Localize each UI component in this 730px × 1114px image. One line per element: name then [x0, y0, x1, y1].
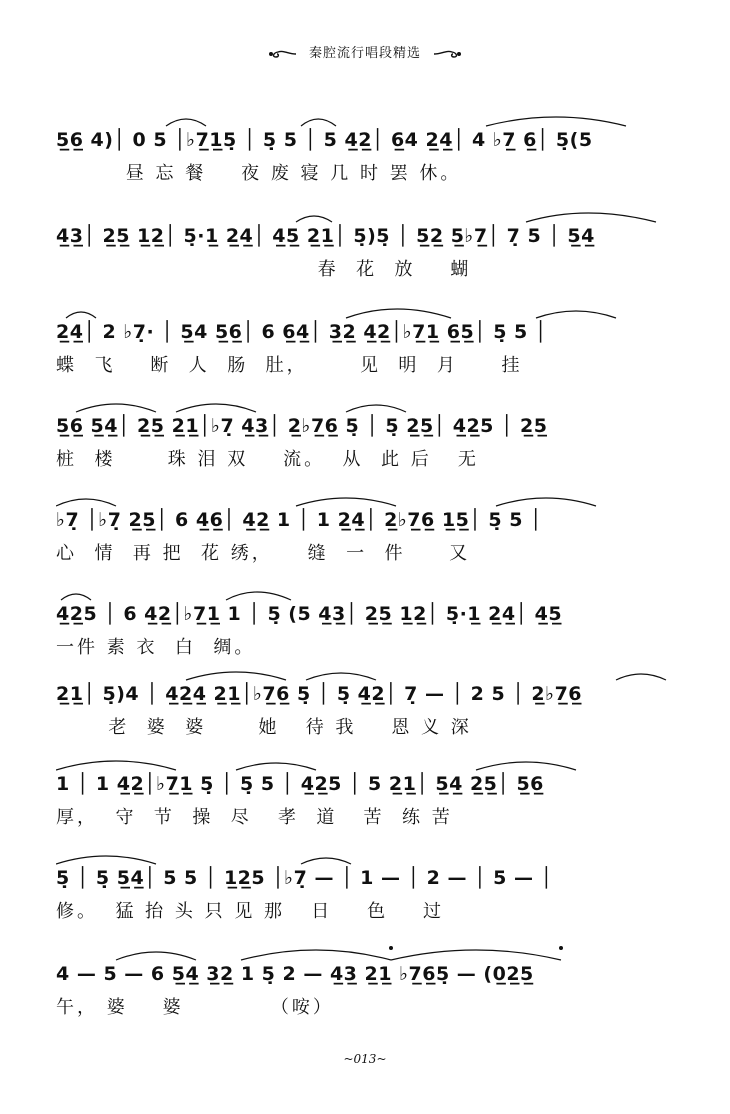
lyric-line: 心 情 再 把 花 绣， 缝 一 件 又 — [56, 543, 471, 564]
slur-marks — [56, 392, 676, 416]
lyric-line: 昼 忘 餐 夜 废 寝 几 时 罢 休。 — [56, 163, 462, 184]
lyric-line: 厚， 守 节 操 尽 孝 道 苦 练 苦 — [56, 807, 453, 828]
lyric-line: 春 花 放 蝴 — [56, 259, 472, 280]
lyric-line: 一件 素 衣 白 绸。 — [56, 637, 256, 658]
slur-marks — [56, 660, 676, 684]
jianpu-notation: ♭7̣ │♭7̣ 2̲5̲│ 6 4̲6̲│ 4̲2̲ 1 │ 1 2̲4̲│ 2̲♭7̲6̲ 1̲5̲│ 5̣ 5 │ — [56, 509, 542, 531]
page-number: ~013~ — [343, 1052, 387, 1066]
slur-marks — [56, 580, 676, 604]
running-header — [0, 42, 730, 61]
score-system — [0, 772, 730, 852]
left-ornament-icon — [268, 48, 298, 60]
jianpu-notation: 1 │ 1 4̲2̲│♭7̲1̲ 5̣ │ 5̣ 5 │ 4̲2̲5 │ 5 2̲1̲│ 5̲4̲ 2̲5̲│ 5̲6̲ — [56, 773, 544, 795]
slur-marks — [56, 106, 676, 130]
jianpu-notation: 2̲4̲│ 2 ♭7̣· │ 5̲4 5̲6̲│ 6 6̲4̲│ 3̲2̲ 4̲2̲│♭7̲1̲ 6̲5̲│ 5̣ 5 │ — [56, 321, 547, 343]
lyric-line: 桩 楼 珠 泪 双 流。 从 此 后 无 — [56, 449, 479, 470]
jianpu-notation: 4̲3̲│ 2̲5̲ 1̲2̲│ 5̣·1̲ 2̲4̲│ 4̲5̲ 2̲1̲│ 5̣)5̣ │ 5̲2̲ 5̲♭7̲│ 7̣ 5 │ 5̲4̲ — [56, 225, 595, 247]
score-system — [0, 508, 730, 588]
slur-marks — [56, 486, 676, 510]
score-system — [0, 414, 730, 494]
score-system — [0, 866, 730, 946]
score-system — [0, 962, 730, 1042]
jianpu-notation: 5̣ │ 5̣ 5̲4̲│ 5 5 │ 1̲2̲5 │♭7̣ — │ 1 — │ 2 — │ 5 — │ — [56, 867, 553, 889]
lyric-line: 修。 猛 抬 头 只 见 那 日 色 过 — [56, 901, 444, 922]
jianpu-notation: 5̲6̲ 4)│ 0 5 │♭7̲1̲5̣ │ 5̣ 5 │ 5 4̲2̲│ 6̲4 2̲4̲│ 4 ♭7̲ 6̲│ 5̣(5 — [56, 129, 593, 151]
right-ornament-icon — [432, 48, 462, 60]
slur-marks — [56, 298, 676, 322]
jianpu-notation: 4̲2̲5 │ 6 4̲2̲│♭7̲1̲ 1 │ 5̣ (5 4̲3̲│ 2̲5̲ 1̲2̲│ 5̣·1̲ 2̲4̲│ 4̲5̲ — [56, 603, 563, 625]
score-system — [0, 128, 730, 208]
score-system — [0, 320, 730, 400]
jianpu-notation: 4 — 5 — 6 5̲4̲ 3̲2̲ 1 5̣ 2 — 4̲3̲ 2̲1̲ ♭7̲6̲5̣ — (0̲2̲5̲ — [56, 963, 534, 985]
jianpu-notation: 2̲1̲│ 5̣)4 │ 4̲2̲4̲ 2̲1̲│♭7̲6̲ 5̣ │ 5̣ 4̲2̲│ 7̣ — │ 2 5 │ 2̲♭7̲6̲ — [56, 683, 583, 705]
score-system — [0, 224, 730, 304]
header-title: 秦腔流行唱段精选 — [308, 46, 421, 61]
slur-marks — [56, 202, 676, 226]
slur-marks — [56, 940, 676, 964]
slur-marks — [56, 750, 676, 774]
jianpu-notation: 5̲6̲ 5̲4̲│ 2̲5̲ 2̲1̲│♭7̣ 4̲3̲│ 2̲♭7̲6̲ 5̣ │ 5̣ 2̲5̲│ 4̲2̲5 │ 2̲5̲ — [56, 415, 548, 437]
lyric-line: 老 婆 婆 她 待 我 恩 义 深 — [56, 717, 472, 738]
lyric-line: 蝶 飞 断 人 肠 肚， 见 明 月 挂 — [56, 355, 523, 376]
slur-marks — [56, 844, 676, 868]
lyric-line: 午， 婆 婆 （咹） — [56, 997, 334, 1018]
